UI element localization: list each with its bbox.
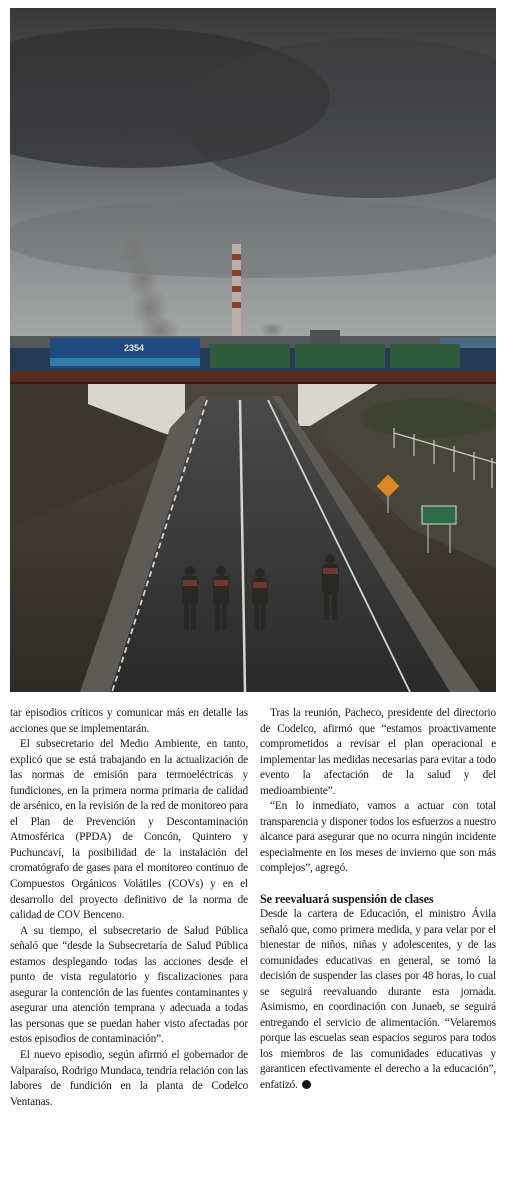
- train-number: 2354: [124, 343, 145, 353]
- paragraph: El nuevo episodio, según afirmó el gobernador de Valparaíso, Rodrigo Mundaca, tendría relación con las labores de fundición en la planta de Codelco Ventanas.: [10, 1049, 248, 1108]
- article-column-left: [10, 706, 248, 1110]
- paragraph-final-text: Desde la cartera de Educación, el ministro Ávila señaló que, como primera medida, y para velar por el bienestar de niños, niñas y adolescentes, y de las comunidades educativas en general, se tomó la decisión de suspender las clases por 48 horas, lo cual se seguirá reevaluando durante esta jornada. Asimismo, en coordinación con Junaeb, se seguirá entregando el servicio de alimentación. “Velaremos porque las escuelas sean espacios seguros para todos los miembros de las comunidades educativas y garanticen efectivamente el derecho a la educación”, enfatizó.: [260, 908, 496, 1092]
- paragraph: “En lo inmediato, vamos a actuar con total transparencia y disponer todos los esfuerzos a nuestro alcance para asegurar que no ocurra ningún incidente especialmente en los meses de invierno que son más complejos”, agregó.: [260, 800, 496, 875]
- section-subhead: Se reevaluará suspensión de clases: [260, 892, 434, 907]
- paragraph-final: [260, 907, 496, 1094]
- paragraph: A su tiempo, el subsecretario de Salud Pública señaló que “desde la Subsecretaría de Salud Pública estamos desplegando todas las acciones desde el punto de vista regulatorio y fiscalizaciones para asegurar la contención de las fuentes contaminantes y asegurar una atención temprana y adecuada a todas las personas que se puedan haber visto afectadas por estos episodios de contaminación”.: [10, 924, 248, 1046]
- end-of-article-icon: [302, 1080, 311, 1089]
- news-photo: [10, 8, 496, 692]
- paragraph: tar episodios críticos y comunicar más en detalle las acciones que se implementarán.: [10, 707, 248, 735]
- paragraph: Tras la reunión, Pacheco, presidente del directorio de Codelco, afirmó que “estamos proactivamente comprometidos a revisar el plan operacional e implementar las medidas necesarias para evitar a todo evento la afectación de la salud y del medioambiente”.: [260, 707, 496, 797]
- article-column-right: [260, 706, 496, 1094]
- paragraph: El subsecretario del Medio Ambiente, en tanto, explicó que se está trabajando en la actualización de las normas de emisión para termoeléctricas y fundiciones, en la primera norma primaria de calidad de arsénico, en la revisión de la red de monitoreo para el Plan de Prevención y Descontaminación Atmosférica (PPDA) de Concón, Quintero y Puchuncaví, la posibilidad de la instalación del cromatógrafo de gases para el monitoreo continuo de Compuestos Orgánicos Volátiles (COVs) y en el desarrollo del proyecto definitivo de la norma de calidad de COV Benceno.: [10, 738, 248, 922]
